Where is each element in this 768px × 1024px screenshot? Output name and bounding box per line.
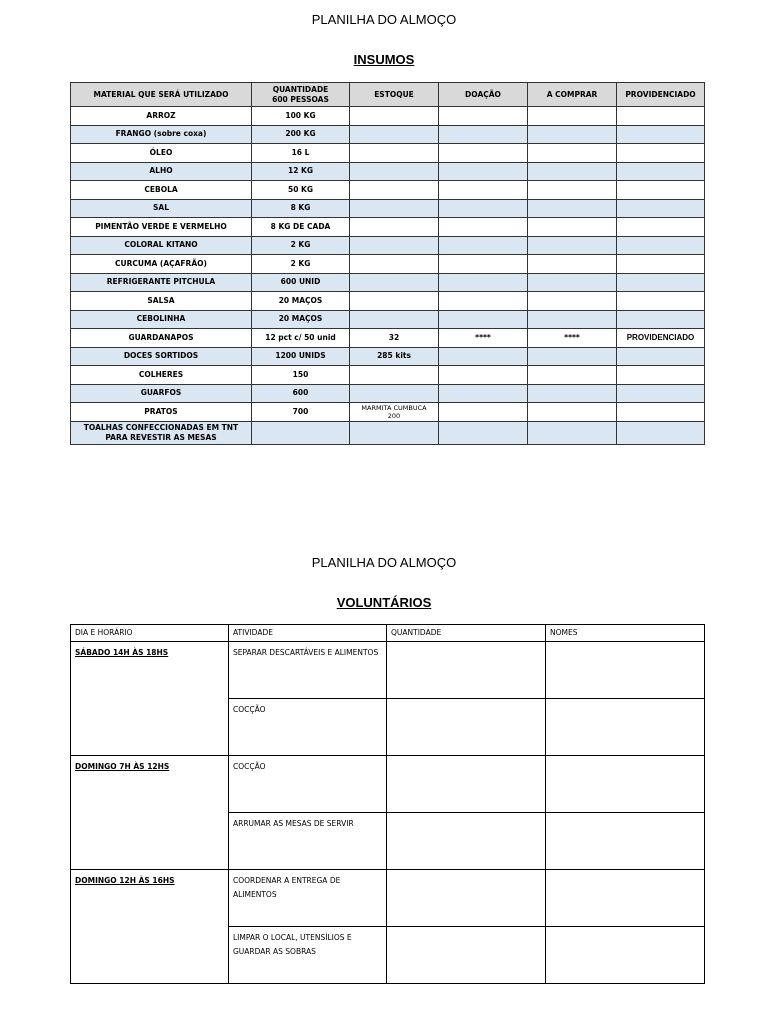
section-title-insumos: INSUMOS [353, 52, 415, 67]
cell-providenciado [617, 384, 705, 403]
insumos-row [71, 347, 705, 366]
cell-atividade: COORDENAR A ENTREGA DE ALIMENTOS [229, 870, 387, 927]
cell-providenciado [617, 347, 705, 366]
cell-material: COLORAL KITANO [71, 236, 252, 255]
cell-providenciado [617, 255, 705, 274]
header-material: MATERIAL QUE SERÁ UTILIZADO [71, 83, 252, 107]
header-quantidade: QUANTIDADE 600 PESSOAS [252, 83, 350, 107]
cell-providenciado [617, 273, 705, 292]
cell-providenciado [617, 292, 705, 311]
cell-quantidade: 8 KG [252, 199, 350, 218]
insumos-row [71, 144, 705, 163]
cell-quantidade: 16 L [252, 144, 350, 163]
cell-estoque [350, 162, 439, 181]
insumos-table [70, 82, 705, 445]
section-title-voluntarios: VOLUNTÁRIOS [336, 595, 432, 610]
cell-quantidade: 200 KG [252, 125, 350, 144]
cell-atividade: LIMPAR O LOCAL, UTENSÍLIOS E GUARDAR AS SOBRAS [229, 927, 387, 984]
cell-a-comprar [528, 255, 617, 274]
insumos-header-row [71, 83, 705, 107]
insumos-row [71, 162, 705, 181]
cell-estoque [350, 384, 439, 403]
cell-providenciado [617, 421, 705, 444]
header-quantidade-vol: QUANTIDADE [387, 625, 546, 642]
cell-doacao [439, 273, 528, 292]
cell-doacao [439, 125, 528, 144]
insumos-row [71, 273, 705, 292]
insumos-row [71, 107, 705, 126]
cell-a-comprar [528, 236, 617, 255]
cell-doacao [439, 403, 528, 422]
cell-quantidade-vol[interactable] [387, 756, 546, 813]
cell-atividade: COCÇÃO [229, 699, 387, 756]
cell-a-comprar [528, 347, 617, 366]
cell-a-comprar [528, 292, 617, 311]
cell-providenciado [617, 181, 705, 200]
cell-doacao [439, 366, 528, 385]
insumos-row [71, 421, 705, 444]
cell-providenciado [617, 199, 705, 218]
voluntarios-body [71, 642, 705, 984]
cell-a-comprar [528, 199, 617, 218]
cell-atividade: ARRUMAR AS MESAS DE SERVIR [229, 813, 387, 870]
cell-nomes[interactable] [546, 927, 705, 984]
insumos-row [71, 181, 705, 200]
cell-quantidade: 8 KG DE CADA [252, 218, 350, 237]
cell-doacao [439, 144, 528, 163]
page-title-insumos: PLANILHA DO ALMOÇO [311, 12, 457, 27]
voluntarios-row [71, 642, 705, 699]
cell-quantidade: 20 MAÇOS [252, 310, 350, 329]
cell-doacao [439, 181, 528, 200]
cell-estoque [350, 125, 439, 144]
cell-doacao [439, 107, 528, 126]
page-title-voluntarios: PLANILHA DO ALMOÇO [311, 555, 457, 570]
cell-quantidade-vol[interactable] [387, 870, 546, 927]
insumos-row [71, 199, 705, 218]
cell-material: TOALHAS CONFECCIONADAS EM TNT PARA REVESTIR AS MESAS [71, 421, 252, 444]
insumos-body [71, 107, 705, 445]
header-atividade: ATIVIDADE [229, 625, 387, 642]
cell-estoque: 32 [350, 329, 439, 348]
cell-material: GUARFOS [71, 384, 252, 403]
cell-nomes[interactable] [546, 756, 705, 813]
cell-a-comprar: **** [528, 329, 617, 348]
cell-providenciado [617, 107, 705, 126]
cell-a-comprar [528, 310, 617, 329]
cell-quantidade: 50 KG [252, 181, 350, 200]
cell-providenciado: PROVIDENCIADO [617, 329, 705, 348]
cell-a-comprar [528, 403, 617, 422]
cell-dia-horario: DOMINGO 7H ÀS 12HS [71, 756, 229, 870]
cell-quantidade: 150 [252, 366, 350, 385]
cell-quantidade-vol[interactable] [387, 813, 546, 870]
header-estoque: ESTOQUE [350, 83, 439, 107]
cell-material: DOCES SORTIDOS [71, 347, 252, 366]
insumos-row [71, 292, 705, 311]
cell-doacao [439, 421, 528, 444]
cell-material: SALSA [71, 292, 252, 311]
cell-estoque: MARMITA CUMBUCA 200 [350, 403, 439, 422]
cell-doacao [439, 236, 528, 255]
cell-quantidade: 2 KG [252, 255, 350, 274]
cell-a-comprar [528, 107, 617, 126]
cell-nomes[interactable] [546, 813, 705, 870]
cell-providenciado [617, 162, 705, 181]
header-dia-horario: DIA E HORÁRIO [71, 625, 229, 642]
cell-a-comprar [528, 181, 617, 200]
cell-estoque [350, 421, 439, 444]
cell-doacao: **** [439, 329, 528, 348]
cell-estoque [350, 218, 439, 237]
cell-providenciado [617, 125, 705, 144]
cell-material: CEBOLA [71, 181, 252, 200]
cell-material: FRANGO (sobre coxa) [71, 125, 252, 144]
insumos-row [71, 366, 705, 385]
cell-material: GUARDANAPOS [71, 329, 252, 348]
cell-quantidade: 100 KG [252, 107, 350, 126]
insumos-row [71, 218, 705, 237]
cell-quantidade-vol[interactable] [387, 927, 546, 984]
cell-material: PIMENTÃO VERDE E VERMELHO [71, 218, 252, 237]
cell-atividade: COCÇÃO [229, 756, 387, 813]
cell-quantidade: 12 KG [252, 162, 350, 181]
cell-providenciado [617, 366, 705, 385]
cell-doacao [439, 162, 528, 181]
voluntarios-row [71, 756, 705, 813]
cell-atividade: SEPARAR DESCARTÁVEIS E ALIMENTOS [229, 642, 387, 699]
cell-providenciado [617, 218, 705, 237]
cell-a-comprar [528, 218, 617, 237]
header-providenciado: PROVIDENCIADO [617, 83, 705, 107]
cell-a-comprar [528, 125, 617, 144]
cell-material: ALHO [71, 162, 252, 181]
cell-doacao [439, 347, 528, 366]
cell-material: CURCUMA (AÇAFRÃO) [71, 255, 252, 274]
cell-doacao [439, 292, 528, 311]
cell-quantidade: 600 [252, 384, 350, 403]
voluntarios-header-row [71, 625, 705, 642]
insumos-row [71, 236, 705, 255]
cell-doacao [439, 384, 528, 403]
cell-quantidade: 20 MAÇOS [252, 292, 350, 311]
cell-a-comprar [528, 384, 617, 403]
cell-doacao [439, 218, 528, 237]
cell-dia-horario: DOMINGO 12H ÀS 16HS [71, 870, 229, 984]
cell-estoque [350, 181, 439, 200]
cell-estoque [350, 292, 439, 311]
insumos-row [71, 403, 705, 422]
voluntarios-row [71, 870, 705, 927]
cell-a-comprar [528, 273, 617, 292]
cell-doacao [439, 310, 528, 329]
cell-estoque [350, 366, 439, 385]
cell-quantidade [252, 421, 350, 444]
cell-material: PRATOS [71, 403, 252, 422]
cell-estoque [350, 144, 439, 163]
cell-estoque [350, 107, 439, 126]
cell-estoque [350, 310, 439, 329]
cell-providenciado [617, 236, 705, 255]
header-a-comprar: A COMPRAR [528, 83, 617, 107]
cell-nomes[interactable] [546, 870, 705, 927]
cell-a-comprar [528, 366, 617, 385]
cell-dia-horario: SÁBADO 14H ÀS 18HS [71, 642, 229, 756]
cell-material: ÓLEO [71, 144, 252, 163]
cell-estoque [350, 236, 439, 255]
cell-material: SAL [71, 199, 252, 218]
header-doacao: DOAÇÃO [439, 83, 528, 107]
cell-nomes[interactable] [546, 699, 705, 756]
cell-quantidade: 700 [252, 403, 350, 422]
cell-providenciado [617, 310, 705, 329]
cell-doacao [439, 255, 528, 274]
cell-providenciado [617, 403, 705, 422]
cell-material: COLHERES [71, 366, 252, 385]
cell-estoque [350, 199, 439, 218]
cell-estoque [350, 273, 439, 292]
cell-nomes[interactable] [546, 642, 705, 699]
cell-quantidade: 12 pct c/ 50 unid [252, 329, 350, 348]
cell-quantidade: 600 UNID [252, 273, 350, 292]
insumos-row [71, 125, 705, 144]
cell-material: ARROZ [71, 107, 252, 126]
cell-estoque: 285 kits [350, 347, 439, 366]
cell-estoque [350, 255, 439, 274]
cell-quantidade-vol[interactable] [387, 699, 546, 756]
cell-doacao [439, 199, 528, 218]
insumos-row [71, 384, 705, 403]
insumos-row [71, 310, 705, 329]
cell-quantidade-vol[interactable] [387, 642, 546, 699]
cell-quantidade: 2 KG [252, 236, 350, 255]
cell-quantidade: 1200 UNIDS [252, 347, 350, 366]
cell-a-comprar [528, 162, 617, 181]
insumos-row [71, 255, 705, 274]
header-nomes: NOMES [546, 625, 705, 642]
voluntarios-table [70, 624, 705, 984]
cell-providenciado [617, 144, 705, 163]
cell-a-comprar [528, 144, 617, 163]
insumos-row [71, 329, 705, 348]
cell-a-comprar [528, 421, 617, 444]
cell-material: CEBOLINHA [71, 310, 252, 329]
cell-material: REFRIGERANTE PITCHULA [71, 273, 252, 292]
